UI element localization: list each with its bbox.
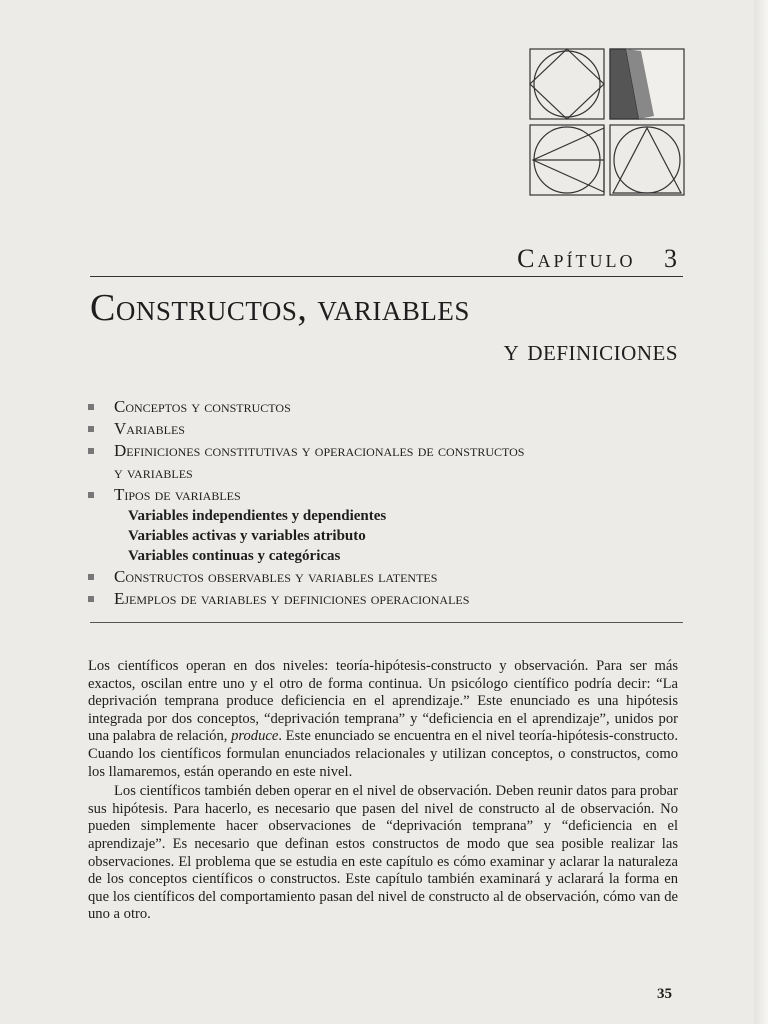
bullet-icon [88, 448, 94, 454]
paragraph-1-text-a: Los científicos operan en dos niveles: teoría-hipótesis-constructo y observación. Para ser más exactos, oscilan entre uno y el otro de forma continua. Un psicólogo científico podría decir: “La deprivación temprana produce deficiencia en el aprendizaje.” Este enunciado es una hipótesis integrada por dos conceptos, “deprivación temprana” y “deficiencia en el aprendizaje”, unidos por una palabra de relación, [88, 658, 678, 745]
topic-text: Ejemplos de variables y definiciones operacionales [114, 589, 470, 608]
topic-item [88, 396, 688, 418]
chapter-logo-icon [529, 48, 689, 198]
chapter-heading [517, 244, 680, 274]
topic-text: Constructos observables y variables latentes [114, 567, 438, 586]
bullet-icon [88, 404, 94, 410]
subtopic-item: Variables continuas y categóricas [128, 548, 341, 564]
bullet-icon [88, 596, 94, 602]
topic-text: Tipos de variables [114, 485, 241, 504]
chapter-title-line-1: Constructos, variables [90, 287, 470, 329]
chapter-rule [90, 276, 683, 277]
topic-item [88, 566, 688, 588]
subtopic-item: Variables independientes y dependientes [128, 508, 387, 524]
paragraph-1-italic: produce [231, 728, 279, 745]
topic-item [88, 484, 688, 506]
topic-item [88, 440, 688, 484]
body-text [88, 658, 678, 924]
chapter-number: 3 [664, 244, 680, 273]
subtopic-item: Variables activas y variables atributo [128, 528, 366, 544]
bullet-icon [88, 426, 94, 432]
topic-item [88, 588, 688, 610]
chapter-title-line-2: y definiciones [503, 334, 678, 367]
topic-list [88, 396, 688, 610]
page-edge [754, 0, 768, 1024]
topics-rule [90, 622, 683, 623]
paragraph-1-text-b: . Este enunciado se encuentra en el nivel teoría-hipótesis-constructo. Cuando los científicos formulan enunciados relacionales y utilizan conceptos, o constructos, como los llamaremos, están operando en este nivel. [88, 728, 679, 780]
bullet-icon [88, 574, 94, 580]
chapter-label: Capítulo [517, 244, 636, 273]
body-paragraph-1 [88, 658, 678, 781]
topic-text: Definiciones constitutivas y operacionales de constructos [114, 441, 525, 460]
bullet-icon [88, 492, 94, 498]
topic-text: Variables [114, 419, 185, 438]
page-number: 35 [657, 986, 672, 1002]
topic-item [88, 418, 688, 440]
topic-continuation: y variables [114, 463, 193, 482]
topic-text: Conceptos y constructos [114, 397, 291, 416]
body-paragraph-2: Los científicos también deben operar en el nivel de observación. Deben reunir datos para probar sus hipótesis. Para hacerlo, es necesario que pasen del nivel de constructo al de observación. No pueden simplemente hacer observaciones de “deprivación temprana” y “deficiencia en el aprendizaje”. Es necesario que definan estos constructos de modo que sea posible realizar las observaciones. El problema que se estudia en este capítulo es cómo examinar y aclarar la naturaleza de los conceptos científicos o constructos. Este capítulo también examinará y aclarará la forma en que los científicos del comportamiento pasan del nivel de constructo al de observación, cómo van de uno a otro. [88, 783, 678, 923]
